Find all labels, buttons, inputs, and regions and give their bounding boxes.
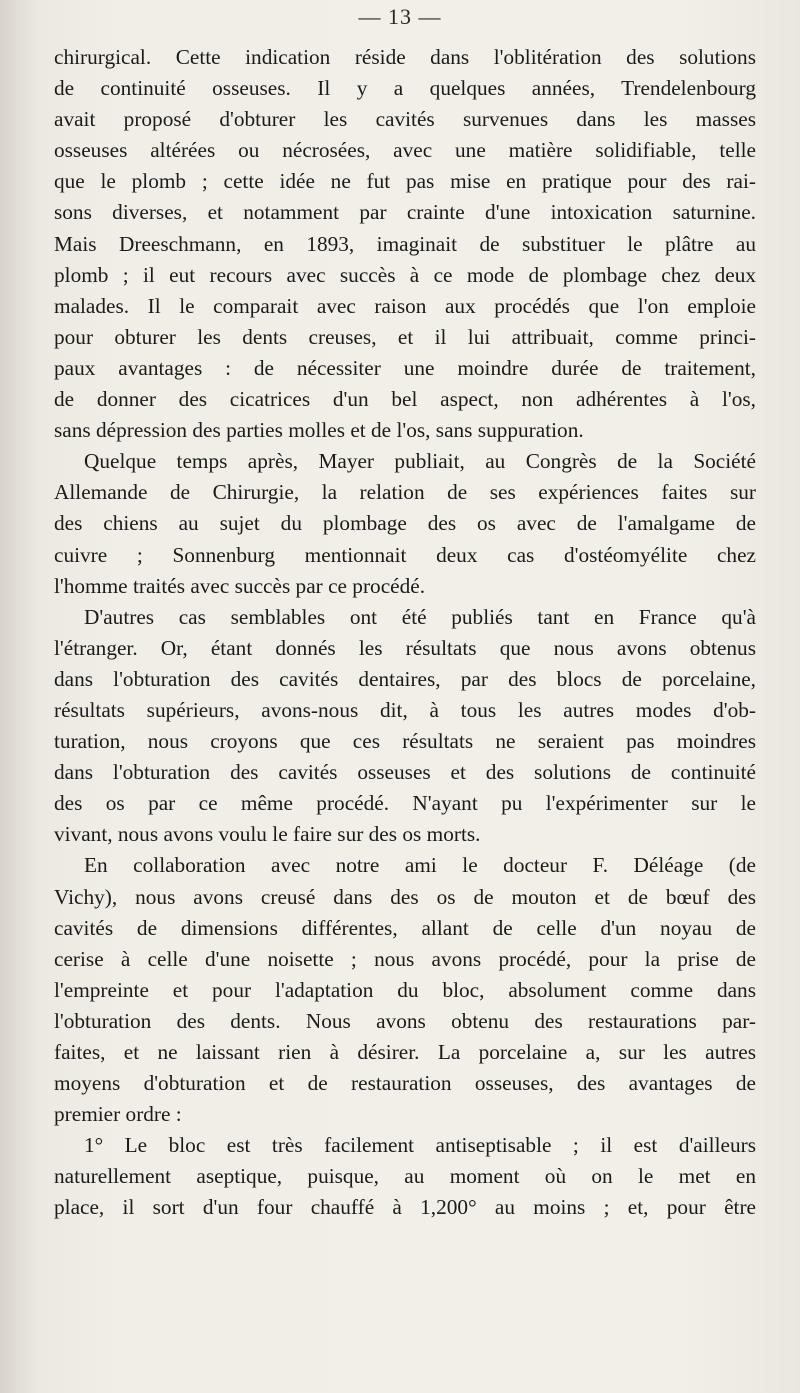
- text-line: D'autres cas semblables ont été publiés tant en France qu'à: [84, 604, 756, 629]
- text-line: Allemande de Chirurgie, la relation de ses expériences faites sur: [54, 480, 756, 505]
- text-line: Mais Dreeschmann, en 1893, imaginait de substituer le plâtre au: [54, 231, 756, 256]
- text-line: de donner des cicatrices d'un bel aspect, non adhérentes à l'os,: [54, 387, 756, 412]
- text-line: que le plomb ; cette idée ne fut pas mise en pratique pour des rai-: [54, 169, 756, 194]
- text-line: place, il sort d'un four chauffé à 1,200° au moins ; et, pour être: [54, 1195, 756, 1220]
- text-line: faites, et ne laissant rien à désirer. La porcelaine a, sur les autres: [54, 1040, 756, 1064]
- text-line: osseuses altérées ou nécrosées, avec une matière solidifiable, telle: [54, 138, 756, 163]
- text-line: 1° Le bloc est très facilement antiseptisable ; il est d'ailleurs: [84, 1133, 756, 1158]
- text-line: plomb ; il eut recours avec succès à ce mode de plombage chez deux: [54, 262, 756, 287]
- text-line: chirurgical. Cette indication réside dans l'oblitération des solutions: [54, 45, 756, 69]
- text-line: dans l'obturation des cavités dentaires, par des blocs de porcelaine,: [54, 666, 756, 691]
- text-line: pour obturer les dents creuses, et il lui attribuait, comme princi-: [54, 324, 756, 349]
- text-line: Quelque temps après, Mayer publiait, au Congrès de la Société: [84, 449, 756, 474]
- text-line: l'obturation des dents. Nous avons obtenu des restaurations par-: [54, 1008, 756, 1033]
- text-line: cerise à celle d'une noisette ; nous avons procédé, pour la prise de: [54, 946, 756, 971]
- text-line: avait proposé d'obturer les cavités survenues dans les masses: [54, 107, 756, 132]
- text-line: l'étranger. Or, étant donnés les résultats que nous avons obtenus: [54, 635, 756, 660]
- text-line: sons diverses, et notamment par crainte d'une intoxication saturnine.: [54, 200, 756, 225]
- text-line: des chiens au sujet du plombage des os avec de l'amalgame de: [54, 511, 756, 536]
- text-line: En collaboration avec notre ami le docteur F. Déléage (de: [84, 853, 756, 878]
- text-line: Vichy), nous avons creusé dans des os de mouton et de bœuf des: [54, 884, 756, 909]
- page-number: — 13 —: [358, 4, 442, 29]
- text-line: l'empreinte et pour l'adaptation du bloc, absolument comme dans: [54, 977, 756, 1002]
- text-line: paux avantages : de nécessiter une moindre durée de traitement,: [54, 355, 756, 380]
- text-line: des os par ce même procédé. N'ayant pu l'expérimenter sur le: [54, 791, 756, 816]
- text-line: résultats supérieurs, avons-nous dit, à tous les autres modes d'ob-: [54, 697, 756, 722]
- text-line: de continuité osseuses. Il y a quelques années, Trendelenbourg: [54, 76, 756, 101]
- text-line: vivant, nous avons voulu le faire sur des os morts.: [54, 822, 481, 847]
- text-line: sans dépression des parties molles et de l'os, sans suppuration.: [54, 418, 584, 443]
- text-line: dans l'obturation des cavités osseuses et des solutions de continuité: [54, 760, 756, 785]
- text-line: cuivre ; Sonnenburg mentionnait deux cas d'ostéomyélite chez: [54, 542, 756, 567]
- text-line: turation, nous croyons que ces résultats ne seraient pas moindres: [54, 729, 756, 754]
- text-line: l'homme traités avec succès par ce procédé.: [54, 573, 426, 598]
- text-line: cavités de dimensions différentes, allant de celle d'un noyau de: [54, 915, 756, 940]
- text-line: premier ordre :: [54, 1102, 182, 1127]
- text-line: naturellement aseptique, puisque, au moment où on le met en: [54, 1164, 756, 1189]
- body-text: [54, 42, 756, 1224]
- text-line: moyens d'obturation et de restauration osseuses, des avantages de: [54, 1071, 756, 1096]
- text-line: malades. Il le comparait avec raison aux procédés que l'on emploie: [54, 293, 756, 318]
